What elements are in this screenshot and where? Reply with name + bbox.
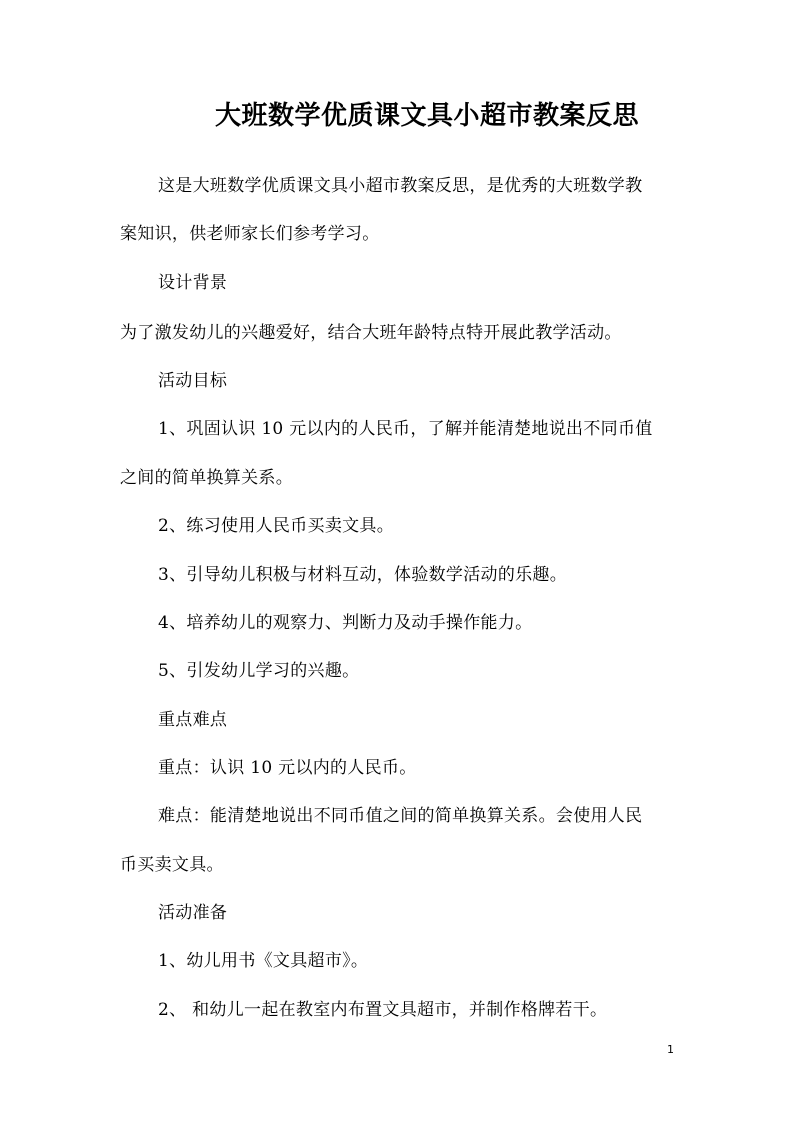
preparation-item-1: 1、幼儿用书《文具超市》。 — [158, 951, 369, 971]
section-heading-key-points: 重点难点 — [158, 710, 228, 730]
key-point-focus: 重点：认识 10 元以内的人民币。 — [158, 758, 417, 778]
goal-item-1-line-2: 之间的简单换算关系。 — [120, 468, 293, 488]
page-title: 大班数学优质课文具小超市教案反思 — [214, 101, 639, 131]
section-heading-activity-goals: 活动目标 — [158, 371, 228, 391]
key-point-difficulty-line-2: 币买卖文具。 — [120, 855, 224, 875]
paragraph-design-background: 为了激发幼儿的兴趣爱好，结合大班年龄特点特开展此教学活动。 — [120, 323, 622, 343]
goal-item-3: 3、引导幼儿积极与材料互动，体验数学活动的乐趣。 — [158, 565, 568, 585]
goal-item-5: 5、引发幼儿学习的兴趣。 — [158, 661, 360, 681]
goal-item-1-line-1: 1、巩固认识 10 元以内的人民币，了解并能清楚地说出不同币值 — [158, 419, 653, 439]
page-number: 1 — [667, 1043, 674, 1056]
preparation-item-2: 2、 和幼儿一起在教室内布置文具超市，并制作格牌若干。 — [158, 1000, 608, 1020]
goal-item-2: 2、练习使用人民币买卖文具。 — [158, 516, 395, 536]
paragraph-intro-line-2: 案知识，供老师家长们参考学习。 — [120, 224, 380, 244]
section-heading-activity-preparation: 活动准备 — [158, 903, 228, 923]
section-heading-design-background: 设计背景 — [158, 273, 228, 293]
key-point-difficulty-line-1: 难点：能清楚地说出不同币值之间的简单换算关系。会使用人民 — [158, 806, 643, 826]
paragraph-intro-line-1: 这是大班数学优质课文具小超市教案反思，是优秀的大班数学教 — [158, 176, 643, 196]
goal-item-4: 4、培养幼儿的观察力、判断力及动手操作能力。 — [158, 613, 533, 633]
